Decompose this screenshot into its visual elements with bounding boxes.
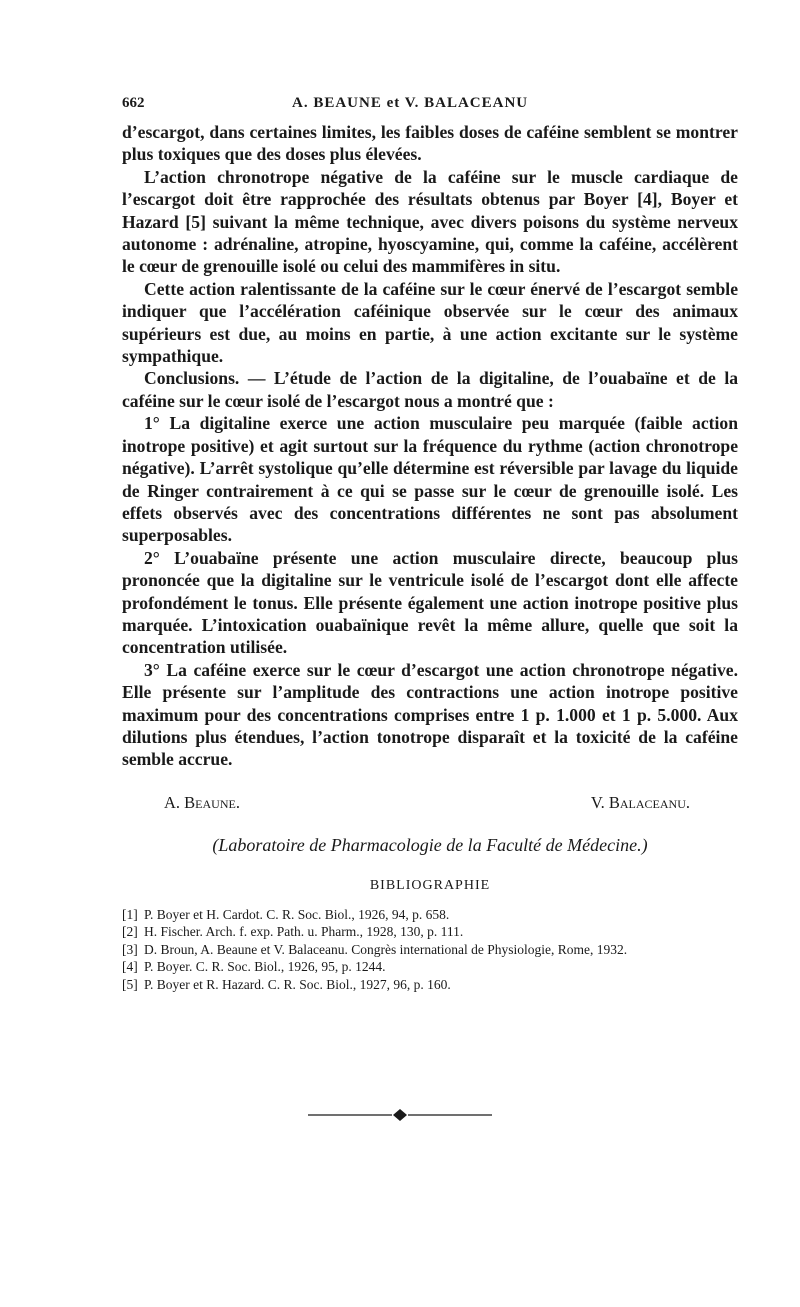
paragraph: Cette action ralentissante de la caféine sur le cœur énervé de l’escargot semble indiquer que l’accélération caféinique observée sur le cœur des animaux supérieurs est due, au moins en partie, à une action excitante sur le système sympathique.: [122, 278, 738, 367]
bibliography-entry: [122, 941, 738, 959]
ref-number: [5]: [122, 976, 138, 992]
article-body: [122, 121, 738, 771]
bibliography-title: BIBLIOGRAPHIE: [369, 877, 491, 893]
ref-text: P. Boyer et R. Hazard. C. R. Soc. Biol., 1927, 96, p. 160.: [144, 976, 451, 992]
laboratory-affiliation: (Laboratoire de Pharmacologie de la Faculté de Médecine.): [212, 834, 648, 855]
conclusion-item: 1° La digitaline exerce une action musculaire peu marquée (faible action inotrope positive) et agit surtout sur la fréquence du rythme (action chronotrope négative). L’arrêt systolique qu’elle détermine est réversible par lavage du liquide de Ringer contrairement à ce qui se passe sur le cœur de grenouille isolé. Les effets observés avec des concentrations différentes ne sont pas absolument superposables.: [122, 413, 738, 546]
ornament-diamond: [393, 1109, 407, 1121]
ref-text: P. Boyer et H. Cardot. C. R. Soc. Biol., 1926, 94, p. 658.: [144, 906, 450, 922]
ref-number: [2]: [122, 924, 138, 940]
conclusion-item: 2° L’ouabaïne présente une action musculaire directe, beaucoup plus prononcée que la digitaline sur le ventricule isolé de l’escargot dont elle affecte profondément le tonus. Elle présente également une action inotrope positive plus marquée. L’intoxication ouabaïnique revêt la même allure, quelle que soit la concentration utilisée.: [122, 547, 738, 658]
bibliography-entry: [122, 923, 738, 941]
author-signatures: [122, 793, 738, 813]
page-number: 662: [122, 95, 145, 111]
paragraph: L’action chronotrope négative de la caféine sur le muscle cardiaque de l’escargot doit être rapprochée des résultats obtenus par Boyer [4], Boyer et Hazard [5] suivant la même technique, avec divers poisons du système nerveux autonome : adrénaline, atropine, hyoscyamine, qui, comme la caféine, accélèrent le cœur de grenouille isolé ou celui des mammifères in situ.: [122, 166, 738, 277]
page: [122, 95, 738, 993]
signature-left: A. Beaune.: [164, 792, 240, 812]
bibliography-entry: [122, 906, 738, 924]
ref-number: [4]: [122, 959, 138, 975]
conclusions-paragraph: Conclusions. — L’étude de l’action de la digitaline, de l’ouabaïne et de la caféine sur le cœur isolé de l’escargot nous a montré que :: [122, 368, 738, 411]
end-ornament: [308, 1108, 492, 1122]
bibliography-list: [122, 906, 738, 994]
ref-text: P. Boyer. C. R. Soc. Biol., 1926, 95, p. 1244.: [144, 959, 386, 975]
bibliography-entry: [122, 958, 738, 976]
ref-number: [3]: [122, 941, 138, 957]
bibliography-entry: [122, 976, 738, 994]
ref-number: [1]: [122, 906, 138, 922]
conclusion-item: 3° La caféine exerce sur le cœur d’escargot une action chronotrope négative. Elle présente sur l’amplitude des contractions une action inotrope positive maximum pour des concentrations comprises entre 1 p. 1.000 et 1 p. 5.000. Aux dilutions plus étendues, l’action tonotrope disparaît et la toxicité de la caféine semble accrue.: [122, 659, 738, 770]
running-header: [122, 95, 738, 121]
running-head: A. BEAUNE et V. BALACEANU: [292, 95, 529, 111]
signature-right: V. Balaceanu.: [590, 792, 690, 812]
ref-text: D. Broun, A. Beaune et V. Balaceanu. Congrès international de Physiologie, Rome, 1932.: [144, 941, 628, 957]
paragraph: d’escargot, dans certaines limites, les faibles doses de caféine semblent se montrer plus toxiques que des doses plus élevées.: [122, 122, 738, 165]
ref-text: H. Fischer. Arch. f. exp. Path. u. Pharm., 1928, 130, p. 111.: [144, 924, 464, 940]
